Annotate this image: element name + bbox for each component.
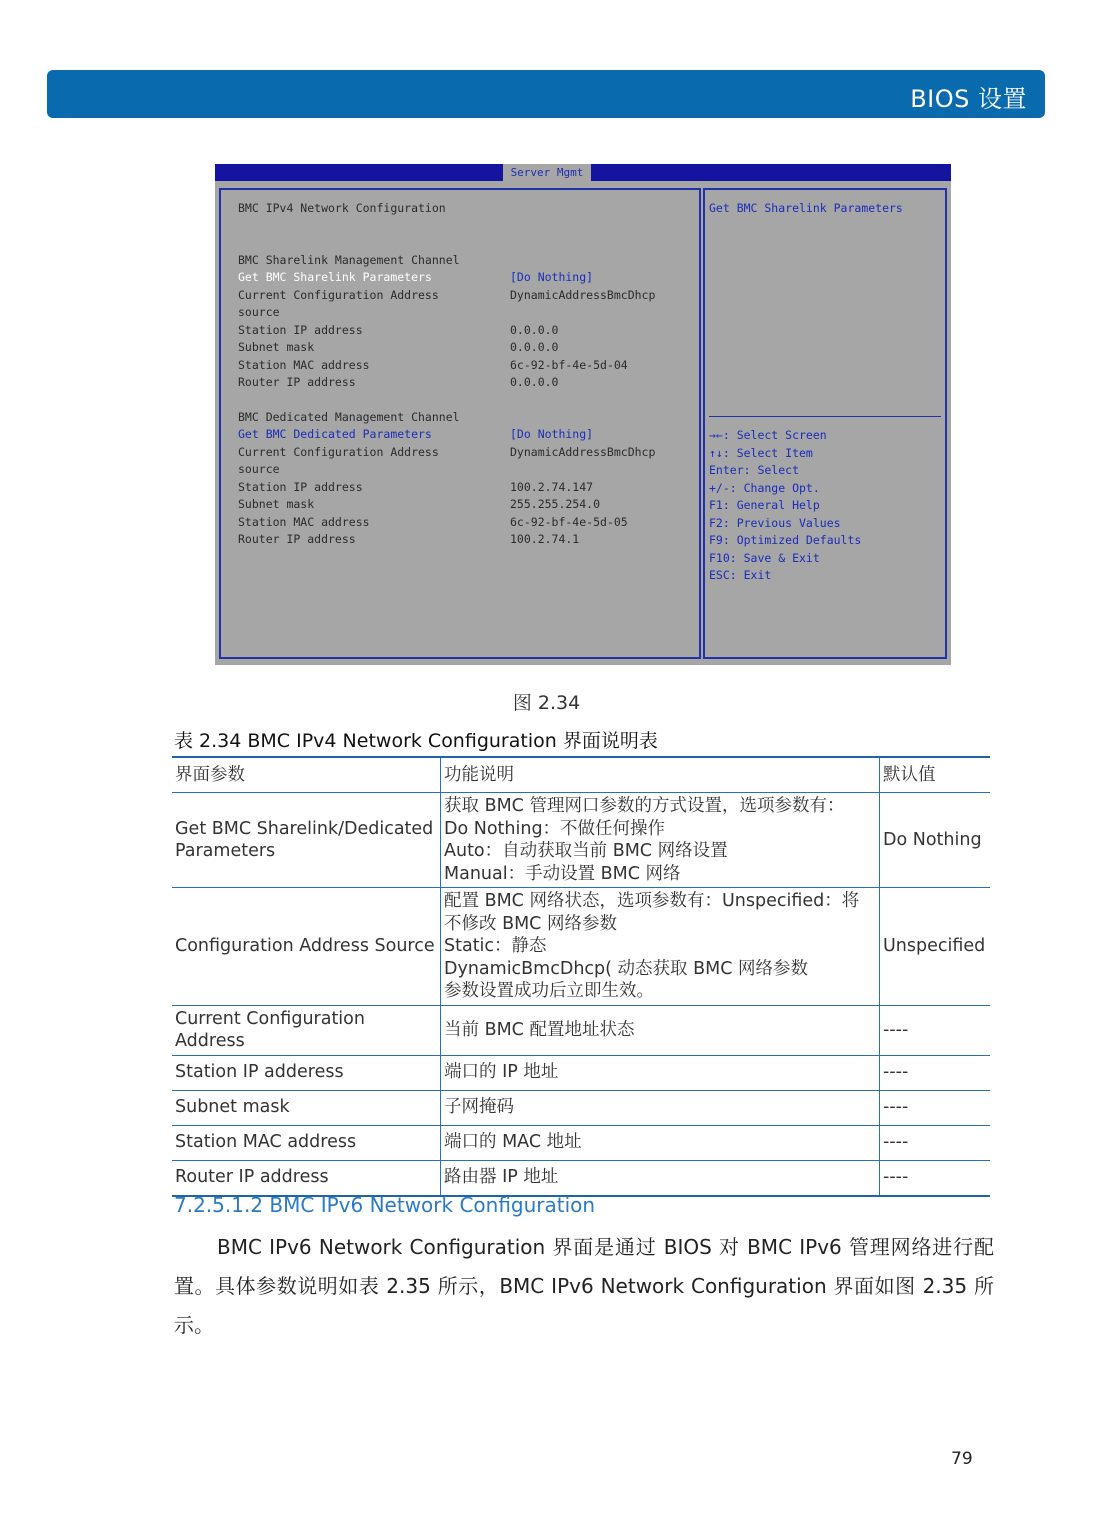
- bios-key-hint: ESC: Exit: [709, 568, 772, 582]
- description-cell: [441, 1125, 880, 1160]
- bios-key-hint: Enter: Select: [709, 463, 800, 477]
- param-cell: [172, 888, 441, 1006]
- default-cell: ----: [880, 1090, 991, 1125]
- param-text: Current Configuration Address: [175, 1008, 365, 1051]
- table-row: [172, 1090, 990, 1125]
- param-cell: [172, 1055, 441, 1090]
- description-text: Auto：自动获取当前 BMC 网络设置: [444, 841, 728, 861]
- bios-setting-value: 0.0.0.0: [510, 340, 559, 354]
- bios-setting-label: BMC IPv4 Network Configuration: [238, 201, 446, 215]
- bios-setting-value: 100.2.74.1: [510, 532, 580, 546]
- table-row: [172, 793, 990, 888]
- header-param: 界面参数: [172, 757, 441, 793]
- description-cell: [441, 1090, 880, 1125]
- chapter-title: BIOS 设置: [910, 85, 1027, 113]
- param-cell: [172, 1005, 441, 1055]
- description-text: Do Nothing：不做任何操作: [444, 818, 666, 839]
- default-cell: Do Nothing: [880, 793, 991, 888]
- param-cell: [172, 793, 441, 888]
- default-cell: Unspecified: [880, 888, 991, 1006]
- bios-help-divider: [709, 416, 941, 417]
- description-text: 参数设置成功后立即生效。: [444, 981, 654, 1001]
- bios-setting-value[interactable]: [Do Nothing]: [510, 427, 594, 441]
- description-text: Manual：手动设置 BMC 网络: [444, 863, 681, 884]
- bios-setting-label: Station MAC address: [238, 515, 370, 529]
- default-cell: ----: [880, 1125, 991, 1160]
- bios-tab-server-mgmt[interactable]: Server Mgmt: [503, 164, 591, 181]
- description-cell: [441, 793, 880, 888]
- bios-setting-value[interactable]: [Do Nothing]: [510, 270, 594, 284]
- bios-key-hint: F2: Previous Values: [709, 515, 841, 530]
- table-row: [172, 1055, 990, 1090]
- bios-setting-label: Station IP address: [238, 480, 363, 494]
- description-text: 端口的 MAC 地址: [444, 1132, 582, 1153]
- bios-setting-label: Current Configuration Address: [238, 288, 439, 302]
- bios-settings-panel: [219, 188, 701, 659]
- bios-setting-value: 100.2.74.147: [510, 480, 594, 494]
- default-cell: ----: [880, 1055, 991, 1090]
- bios-setting-label[interactable]: Get BMC Dedicated Parameters: [238, 427, 432, 441]
- param-text: Station MAC address: [175, 1132, 357, 1153]
- bios-key-hint: →←: Select Screen: [709, 428, 827, 442]
- parameter-table: [172, 756, 990, 1197]
- bios-key-hint: F10: Save & Exit: [709, 550, 820, 565]
- bios-help-panel: [703, 188, 947, 659]
- page-number: 79: [951, 1449, 973, 1469]
- bios-setting-label: source: [238, 305, 280, 319]
- bios-help-text: Get BMC Sharelink Parameters: [709, 201, 903, 215]
- bios-setting-value: 0.0.0.0: [510, 323, 559, 337]
- param-text: Subnet mask: [175, 1097, 290, 1118]
- bios-top-bar: [215, 164, 951, 181]
- default-cell: ----: [880, 1160, 991, 1196]
- table-row: [172, 1005, 990, 1055]
- bios-key-hint: +/-: Change Opt.: [709, 480, 820, 495]
- bios-screenshot: [215, 164, 951, 665]
- description-text: 路由器 IP 地址: [444, 1167, 559, 1188]
- description-text: 配置 BMC 网络状态，选项参数有：Unspecified：将: [444, 891, 860, 911]
- description-cell: [441, 1005, 880, 1055]
- bios-setting-value: 0.0.0.0: [510, 375, 559, 389]
- figure-caption: 图 2.34: [512, 692, 581, 714]
- param-cell: [172, 1090, 441, 1125]
- param-text: Station IP adderess: [175, 1062, 344, 1083]
- bios-key-hint: F9: Optimized Defaults: [709, 533, 862, 547]
- description-text: 获取 BMC 管理网口参数的方式设置，选项参数有：: [444, 796, 845, 816]
- description-text: 当前 BMC 配置地址状态: [444, 1019, 635, 1040]
- param-text: Parameters: [175, 841, 276, 861]
- description-text: Static：静态: [444, 936, 547, 956]
- bios-setting-value: 255.255.254.0: [510, 497, 601, 511]
- default-cell: ----: [880, 1005, 991, 1055]
- bios-setting-value: 6c-92-bf-4e-5d-05: [510, 515, 628, 529]
- body-paragraph: BMC IPv6 Network Configuration 界面是通过 BIOS 对 BMC IPv6 管理网络进行配置。具体参数说明如表 2.35 所示，BMC IPv6 Network Configuration 界面如图 2.35 所示。: [174, 1235, 994, 1337]
- description-cell: [441, 888, 880, 1006]
- bios-setting-value: DynamicAddressBmcDhcp: [510, 445, 656, 459]
- table-row: [172, 1160, 990, 1196]
- bios-key-hint: F1: General Help: [709, 498, 820, 512]
- chapter-header-bar: [47, 70, 1045, 118]
- description-text: 子网掩码: [444, 1097, 514, 1118]
- table-row: [172, 888, 990, 1006]
- table-title: 表 2.34 BMC IPv4 Network Configuration 界面说明表: [174, 730, 658, 752]
- param-text: Configuration Address Source: [175, 936, 435, 956]
- bios-setting-label: Router IP address: [238, 375, 356, 389]
- description-text: 不修改 BMC 网络参数: [444, 913, 617, 934]
- section-heading: 7.2.5.1.2 BMC IPv6 Network Configuration: [174, 1193, 596, 1217]
- bios-setting-value: DynamicAddressBmcDhcp: [510, 288, 656, 302]
- header-default: 默认值: [880, 757, 991, 793]
- param-text: Get BMC Sharelink/Dedicated: [175, 818, 434, 839]
- table-header-row: [172, 757, 990, 793]
- description-cell: [441, 1055, 880, 1090]
- bios-setting-label[interactable]: Get BMC Sharelink Parameters: [238, 270, 432, 284]
- bios-setting-label: Station MAC address: [238, 358, 370, 372]
- param-cell: [172, 1125, 441, 1160]
- bios-key-hint: ↑↓: Select Item: [709, 445, 813, 460]
- bios-setting-label: BMC Sharelink Management Channel: [238, 253, 460, 267]
- description-cell: [441, 1160, 880, 1196]
- bios-setting-value: 6c-92-bf-4e-5d-04: [510, 358, 628, 372]
- header-description: 功能说明: [441, 757, 880, 793]
- description-text: 端口的 IP 地址: [444, 1062, 559, 1083]
- bios-setting-label: Station IP address: [238, 323, 363, 337]
- param-text: Router IP address: [175, 1167, 329, 1188]
- param-cell: [172, 1160, 441, 1196]
- bios-setting-label: BMC Dedicated Management Channel: [238, 410, 460, 424]
- bios-setting-label: Router IP address: [238, 532, 356, 546]
- table-row: [172, 1125, 990, 1160]
- bios-setting-label: Subnet mask: [238, 340, 315, 354]
- bios-setting-label: Subnet mask: [238, 497, 315, 511]
- bios-setting-label: source: [238, 462, 280, 476]
- bios-setting-label: Current Configuration Address: [238, 445, 439, 459]
- description-text: DynamicBmcDhcp( 动态获取 BMC 网络参数: [444, 958, 808, 979]
